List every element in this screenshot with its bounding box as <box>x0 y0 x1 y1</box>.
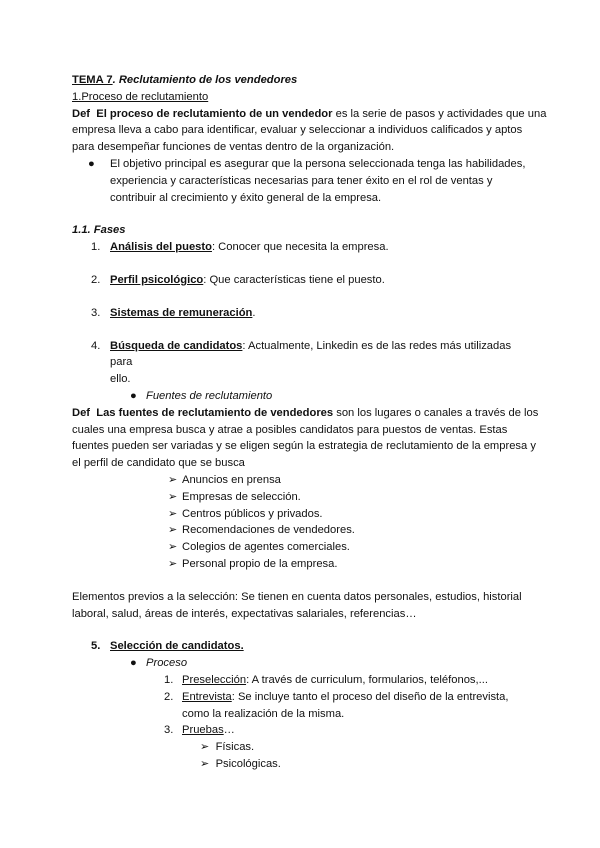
def2-line1: son los lugares o canales a través de los <box>333 406 539 419</box>
step-number: 1. <box>91 241 101 254</box>
tema-label: TEMA 7 <box>72 74 113 86</box>
sub-number: 1. <box>164 673 174 686</box>
proceso-label: Proceso <box>146 657 188 670</box>
list-item <box>72 539 530 556</box>
list-item <box>72 489 530 506</box>
step-text: : Que características tiene el puesto. <box>203 273 385 286</box>
arrow-icon: ➢ <box>168 524 178 537</box>
step-label: Búsqueda de candidatos <box>110 339 243 352</box>
sub-text: : Se incluye tanto el proceso del diseño de la entrevista, <box>231 690 509 703</box>
tema-subtitle: . Reclutamiento de los vendedores <box>112 74 298 86</box>
arrow-icon: ➢ <box>200 741 210 754</box>
page-title <box>72 72 530 89</box>
sub-label: Preselección <box>182 673 247 686</box>
step-label: Selección de candidatos. <box>110 640 244 653</box>
sub-step-1 <box>72 672 530 689</box>
sub-step-3 <box>72 722 530 739</box>
arrow-icon: ➢ <box>168 541 178 554</box>
arrow-icon: ➢ <box>168 490 178 503</box>
definition-2 <box>72 405 539 472</box>
bullet-icon: ● <box>130 389 137 402</box>
def2-line4: el perfil de candidato que se busca <box>72 457 245 470</box>
step-label: Análisis del puesto <box>110 241 212 254</box>
def-label: Def <box>72 406 91 419</box>
sub-number: 2. <box>164 690 174 703</box>
elementos-line2: laboral, salud, áreas de interés, expectativas salariales, referencias… <box>72 607 417 620</box>
bullet-icon: ● <box>130 657 137 670</box>
step-text: : Actualmente, Linkedin es de las redes más utilizadas para <box>110 339 512 369</box>
list-item <box>72 556 530 573</box>
step-number: 5. <box>91 640 101 653</box>
def1-line1: es la serie de pasos y actividades que una <box>332 107 547 120</box>
step-number: 3. <box>91 306 101 319</box>
sources-list <box>72 472 530 573</box>
fuentes-label: Fuentes de reclutamiento <box>146 389 273 402</box>
arrow-icon: ➢ <box>168 473 178 486</box>
prueba-text: Físicas. <box>215 741 255 754</box>
def2-line2: cuales una empresa busca y atrae a posibles candidatos para puestos de ventas. Estas <box>72 423 508 436</box>
bullet1-line1: El objetivo principal es asegurar que la persona seleccionada tenga las habilidades, <box>110 157 526 170</box>
step-3 <box>72 305 530 322</box>
bullet1-line2: experiencia y características necesarias para tener éxito en el rol de ventas y <box>110 174 493 187</box>
proceso-bullet <box>72 655 530 672</box>
bullet-objetivo <box>72 156 530 206</box>
fases-heading: 1.1. Fases <box>72 224 126 237</box>
source-text: Recomendaciones de vendedores. <box>182 524 355 537</box>
bullet1-line3: contribuir al crecimiento y éxito general de la empresa. <box>110 191 382 204</box>
section1-heading: 1.Proceso de reclutamiento <box>72 90 209 103</box>
fuentes-bullet <box>72 388 530 405</box>
sub-text-cont: como la realización de la misma. <box>182 707 345 720</box>
source-text: Personal propio de la empresa. <box>182 557 338 570</box>
sub-label: Entrevista <box>182 690 232 703</box>
def-label: Def <box>72 107 91 120</box>
list-item <box>72 522 530 539</box>
def1-line3: para desempeñar funciones de ventas dentro de la organización. <box>72 141 395 154</box>
step-text: : Conocer que necesita la empresa. <box>211 241 389 254</box>
step-text: . <box>252 306 256 319</box>
proceso-steps <box>72 672 530 773</box>
step-label: Sistemas de remuneración <box>110 306 253 319</box>
step-1 <box>72 239 530 256</box>
def2-bold: Las fuentes de reclutamiento de vendedores <box>96 406 334 419</box>
list-item <box>72 756 530 773</box>
bullet-icon: ● <box>88 157 95 170</box>
list-item <box>72 472 530 489</box>
step-text-cont: ello. <box>110 373 131 386</box>
sub-step-2 <box>72 689 530 723</box>
arrow-icon: ➢ <box>200 757 210 770</box>
arrow-icon: ➢ <box>168 507 178 520</box>
definition-1 <box>72 106 547 156</box>
step-4 <box>72 338 530 388</box>
list-item <box>72 739 530 756</box>
sub-label: Pruebas <box>182 724 224 737</box>
def1-bold: El proceso de reclutamiento de un vendedor <box>96 107 333 120</box>
list-item <box>72 506 530 523</box>
step-number: 4. <box>91 339 101 352</box>
step-2 <box>72 272 530 289</box>
step-label: Perfil psicológico <box>110 273 204 286</box>
sub-text: : A través de curriculum, formularios, teléfonos,... <box>246 673 488 686</box>
document-page <box>72 72 547 773</box>
step-number: 2. <box>91 273 101 286</box>
elementos-line1: Elementos previos a la selección: Se tienen en cuenta datos personales, estudios, historial <box>72 590 522 603</box>
sub-number: 3. <box>164 724 174 737</box>
sub-text: … <box>223 724 235 737</box>
source-text: Anuncios en prensa <box>182 473 281 486</box>
source-text: Empresas de selección. <box>182 490 301 503</box>
arrow-icon: ➢ <box>168 557 178 570</box>
prueba-text: Psicológicas. <box>215 757 281 770</box>
def2-line3: fuentes pueden ser variadas y se eligen según la estrategia de reclutamiento de la empresa y <box>72 440 536 453</box>
elementos-previos <box>72 589 530 623</box>
source-text: Colegios de agentes comerciales. <box>182 541 350 554</box>
def1-line2: empresa lleva a cabo para identificar, evaluar y seleccionar a individuos calificados y aptos <box>72 124 523 137</box>
step-5 <box>72 638 530 655</box>
source-text: Centros públicos y privados. <box>182 507 323 520</box>
